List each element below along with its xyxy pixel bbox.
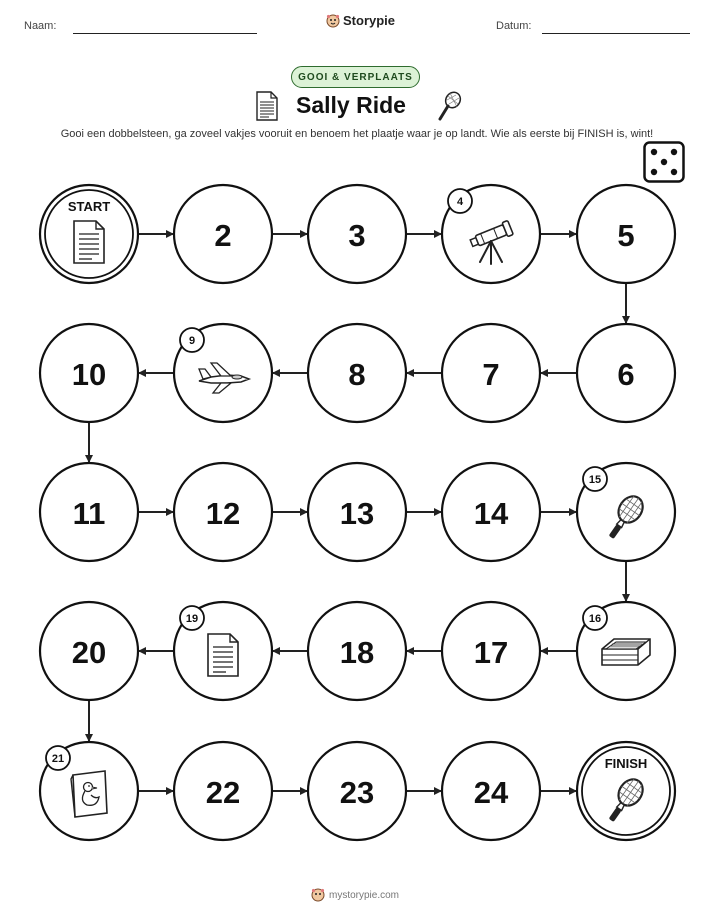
space-badge-number: 15 xyxy=(588,474,602,486)
board-space xyxy=(308,185,406,283)
game-type-tag: GOOI & VERPLAATS xyxy=(291,66,420,88)
finish-space xyxy=(577,742,675,840)
footer xyxy=(311,888,399,902)
board-space xyxy=(40,463,138,561)
space-number: 24 xyxy=(473,775,509,810)
space-number: 14 xyxy=(473,496,509,531)
board-space xyxy=(577,602,675,700)
instructions: Gooi een dobbelsteen, ga zoveel vakjes vooruit en benoem het plaatje waar je op landt. Wie als eerste bij FINISH is, wint! xyxy=(60,128,654,140)
date-label: Datum: xyxy=(496,20,532,32)
page-title: Sally Ride xyxy=(296,92,406,118)
space-badge-number: 9 xyxy=(188,335,196,347)
board-space xyxy=(442,742,540,840)
space-number: 20 xyxy=(71,635,107,670)
footer-site[interactable]: mystorypie.com xyxy=(329,889,400,901)
name-label: Naam: xyxy=(24,20,57,32)
board-space xyxy=(442,324,540,422)
space-label: FINISH xyxy=(604,756,648,771)
board-space xyxy=(40,324,138,422)
board-space xyxy=(577,463,675,561)
brand-name: Storypie xyxy=(343,13,396,28)
space-number: 22 xyxy=(205,775,241,810)
storypie-mascot-icon xyxy=(311,888,325,902)
document-icon xyxy=(208,634,238,676)
space-number: 6 xyxy=(617,357,635,392)
space-number: 17 xyxy=(473,635,509,670)
board-space xyxy=(308,463,406,561)
space-number: 7 xyxy=(482,357,500,392)
space-label: START xyxy=(67,199,111,214)
duck-book-icon xyxy=(71,771,107,817)
board-space xyxy=(308,602,406,700)
board-space xyxy=(442,602,540,700)
space-badge-number: 19 xyxy=(185,613,199,625)
board-space xyxy=(442,463,540,561)
space-number: 8 xyxy=(348,357,366,392)
board-space xyxy=(174,324,272,422)
board-space xyxy=(308,742,406,840)
board-space xyxy=(442,185,540,283)
space-badge-number: 16 xyxy=(588,613,602,625)
space-badge-number: 21 xyxy=(51,753,65,765)
board-space xyxy=(40,602,138,700)
board-space xyxy=(308,324,406,422)
board-space xyxy=(174,185,272,283)
space-number: 3 xyxy=(348,218,366,253)
space-number: 13 xyxy=(339,496,375,531)
pool-icon xyxy=(602,639,650,665)
space-number: 11 xyxy=(72,496,106,531)
board-space xyxy=(174,742,272,840)
space-number: 12 xyxy=(205,496,241,531)
board-space xyxy=(40,742,138,840)
space-number: 10 xyxy=(71,357,107,392)
document-icon xyxy=(74,221,104,263)
start-space xyxy=(40,185,138,283)
space-number: 5 xyxy=(617,218,635,253)
space-number: 23 xyxy=(339,775,375,810)
space-badge-number: 4 xyxy=(456,196,464,208)
board-space xyxy=(174,463,272,561)
space-number: 18 xyxy=(339,635,375,670)
board-space xyxy=(174,602,272,700)
space-number: 2 xyxy=(214,218,232,253)
board-space xyxy=(577,185,675,283)
board-space xyxy=(577,324,675,422)
